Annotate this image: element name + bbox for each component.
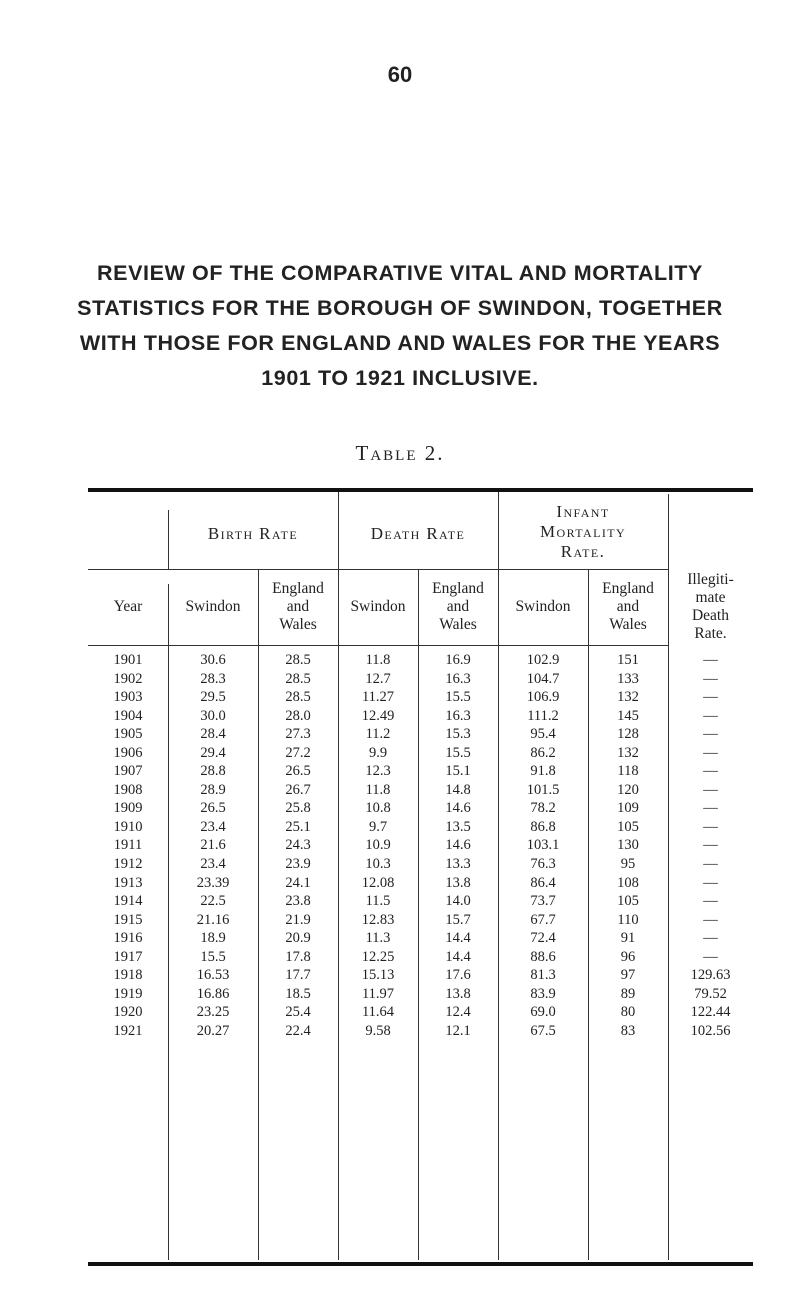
cell: 14.4 — [445, 948, 471, 965]
table-row — [88, 985, 753, 1004]
cell: 133 — [617, 670, 639, 687]
header-line: Rate. — [694, 625, 727, 642]
cell: 23.25 — [196, 1004, 230, 1021]
cell: 130 — [617, 837, 639, 854]
death-england-wales-header — [418, 580, 498, 634]
table-row — [88, 725, 753, 744]
cell: 95.4 — [530, 726, 556, 743]
cell: 16.53 — [196, 967, 230, 984]
cell: 14.0 — [445, 893, 471, 910]
cell: 26.5 — [285, 763, 311, 780]
header-line: Death — [691, 607, 729, 624]
cell: 79.52 — [694, 985, 727, 1002]
header-line: Wales — [609, 616, 647, 633]
cell: 12.4 — [445, 1004, 471, 1021]
cell: 76.3 — [530, 856, 556, 873]
cell: 12.83 — [361, 911, 395, 928]
cell: 11.8 — [365, 781, 391, 798]
cell: 78.2 — [530, 800, 556, 817]
infant-mortality-line: Infant — [556, 502, 610, 521]
cell: — — [703, 818, 718, 835]
cell: 15.7 — [445, 911, 471, 928]
cell: 9.9 — [368, 744, 388, 761]
cell: — — [703, 856, 718, 873]
cell: 23.4 — [200, 818, 226, 835]
cell: 20.27 — [196, 1022, 230, 1039]
cell: 16.3 — [445, 707, 471, 724]
cell: 16.86 — [196, 985, 230, 1002]
year-cell: 1918 — [113, 967, 143, 984]
table-top-rule — [88, 488, 753, 492]
year-cell: 1913 — [113, 874, 143, 891]
table-row — [88, 670, 753, 689]
heading-line: 1901 TO 1921 INCLUSIVE. — [261, 366, 539, 390]
infant-swindon-header: Swindon — [515, 598, 571, 615]
cell: 28.5 — [285, 652, 311, 668]
table-row — [88, 799, 753, 818]
cell: 14.6 — [445, 837, 471, 854]
cell: 25.1 — [285, 818, 311, 835]
birth-england-wales-header — [258, 580, 338, 634]
table-row — [88, 707, 753, 726]
cell: 22.4 — [285, 1022, 311, 1039]
birth-rate-header: Birth Rate — [207, 524, 299, 543]
cell: 27.3 — [285, 726, 311, 743]
death-rate-header: Death Rate — [370, 524, 466, 543]
cell: 88.6 — [530, 948, 556, 965]
cell: — — [703, 670, 718, 687]
cell: 21.6 — [200, 837, 226, 854]
header-line: England — [432, 580, 484, 597]
cell: 72.4 — [530, 930, 556, 947]
cell: 28.5 — [285, 689, 311, 706]
cell: 129.63 — [690, 967, 731, 984]
year-cell: 1904 — [113, 707, 143, 724]
cell: 16.9 — [445, 652, 471, 668]
cell: 106.9 — [526, 689, 560, 706]
header-line: and — [446, 598, 470, 615]
cell: 91 — [620, 930, 636, 947]
cell: 128 — [617, 726, 639, 743]
header-line: Wales — [279, 616, 317, 633]
cell: 21.9 — [285, 911, 311, 928]
cell: 15.1 — [445, 763, 471, 780]
header-line: Wales — [439, 616, 477, 633]
cell: 83.9 — [530, 985, 556, 1002]
cell: 12.3 — [365, 763, 391, 780]
cell: 11.97 — [361, 985, 395, 1002]
year-cell: 1921 — [113, 1022, 143, 1039]
cell: 18.9 — [200, 930, 226, 947]
header-line: England — [602, 580, 654, 597]
cell: 30.6 — [200, 652, 226, 668]
heading-line: REVIEW OF THE COMPARATIVE VITAL AND MORTALITY — [97, 261, 703, 285]
cell: 95 — [620, 856, 636, 873]
table-row — [88, 744, 753, 763]
cell: 23.4 — [200, 856, 226, 873]
table-row — [88, 688, 753, 707]
cell: 73.7 — [530, 893, 556, 910]
cell: 12.08 — [361, 874, 395, 891]
illegitimate-death-rate-header — [668, 571, 753, 643]
cell: 122.44 — [690, 1004, 731, 1021]
cell: 23.39 — [196, 874, 230, 891]
cell: 15.13 — [361, 967, 395, 984]
table-body — [88, 651, 753, 1040]
year-cell: 1901 — [113, 652, 143, 668]
cell: — — [703, 893, 718, 910]
document-heading — [40, 256, 760, 396]
cell: 12.25 — [361, 948, 395, 965]
cell: 145 — [617, 707, 639, 724]
cell: 67.5 — [530, 1022, 556, 1039]
cell: 102.56 — [690, 1022, 731, 1039]
table-row — [88, 1022, 753, 1041]
cell: — — [703, 948, 718, 965]
year-cell: 1909 — [113, 800, 143, 817]
cell: — — [703, 763, 718, 780]
cell: 97 — [620, 967, 636, 984]
cell: 132 — [617, 689, 639, 706]
cell: 24.3 — [285, 837, 311, 854]
cell: 29.5 — [200, 689, 226, 706]
year-cell: 1914 — [113, 893, 143, 910]
cell: 23.9 — [285, 856, 311, 873]
table-row — [88, 911, 753, 930]
cell: — — [703, 652, 718, 668]
cell: 110 — [617, 911, 639, 928]
birth-swindon-header: Swindon — [185, 598, 241, 615]
cell: 11.27 — [361, 689, 395, 706]
cell: 9.58 — [365, 1022, 391, 1039]
cell: — — [703, 781, 718, 798]
cell: 109 — [617, 800, 639, 817]
cell: 17.8 — [285, 948, 311, 965]
cell: 14.4 — [445, 930, 471, 947]
cell: 9.7 — [368, 818, 388, 835]
table-caption: Table 2. — [355, 441, 445, 465]
cell: 20.9 — [285, 930, 311, 947]
heading-line: STATISTICS FOR THE BOROUGH OF SWINDON, TOGETHER — [77, 296, 723, 320]
cell: 28.5 — [285, 670, 311, 687]
cell: 111.2 — [527, 707, 559, 724]
cell: 24.1 — [285, 874, 311, 891]
cell: 15.3 — [445, 726, 471, 743]
table-row — [88, 966, 753, 985]
cell: 17.7 — [285, 967, 311, 984]
cell: 22.5 — [200, 893, 226, 910]
cell: 151 — [617, 652, 639, 668]
year-header: Year — [113, 598, 143, 615]
cell: 28.0 — [285, 707, 311, 724]
cell: — — [703, 837, 718, 854]
cell: 13.3 — [445, 856, 471, 873]
table-bottom-rule — [88, 1262, 753, 1266]
cell: 15.5 — [445, 744, 471, 761]
cell: 11.5 — [365, 893, 391, 910]
cell: 11.3 — [365, 930, 391, 947]
cell: 81.3 — [530, 967, 556, 984]
header-line: and — [616, 598, 640, 615]
header-line: mate — [695, 589, 726, 606]
header-divider — [88, 569, 668, 570]
cell: 30.0 — [200, 707, 226, 724]
cell: 12.1 — [445, 1022, 471, 1039]
cell: — — [703, 744, 718, 761]
cell: 21.16 — [196, 911, 230, 928]
cell: 104.7 — [526, 670, 560, 687]
table-row — [88, 929, 753, 948]
cell: 69.0 — [530, 1004, 556, 1021]
table-row — [88, 1003, 753, 1022]
year-cell: 1905 — [113, 726, 143, 743]
cell: 83 — [620, 1022, 636, 1039]
infant-england-wales-header — [588, 580, 668, 634]
cell: 11.64 — [361, 1004, 395, 1021]
cell: 26.7 — [285, 781, 311, 798]
cell: 14.6 — [445, 800, 471, 817]
cell: 28.9 — [200, 781, 226, 798]
year-cell: 1902 — [113, 670, 143, 687]
cell: 12.49 — [361, 707, 395, 724]
cell: 91.8 — [530, 763, 556, 780]
year-cell: 1919 — [113, 985, 143, 1002]
cell: 101.5 — [526, 781, 560, 798]
year-cell: 1917 — [113, 948, 143, 965]
header-divider — [88, 645, 668, 646]
header-line: and — [286, 598, 310, 615]
cell: 10.9 — [365, 837, 391, 854]
cell: — — [703, 800, 718, 817]
death-swindon-header: Swindon — [350, 598, 406, 615]
cell: 10.8 — [365, 800, 391, 817]
cell: 89 — [620, 985, 636, 1002]
cell: 67.7 — [530, 911, 556, 928]
cell: 17.6 — [445, 967, 471, 984]
year-cell: 1910 — [113, 818, 143, 835]
cell: 18.5 — [285, 985, 311, 1002]
cell: — — [703, 726, 718, 743]
cell: 96 — [620, 948, 636, 965]
cell: — — [703, 707, 718, 724]
heading-line: WITH THOSE FOR ENGLAND AND WALES FOR THE YEARS — [79, 331, 721, 355]
cell: 10.3 — [365, 856, 391, 873]
cell: — — [703, 689, 718, 706]
cell: 80 — [620, 1004, 636, 1021]
cell: 28.3 — [200, 670, 226, 687]
cell: 132 — [617, 744, 639, 761]
table-row — [88, 874, 753, 893]
cell: 28.8 — [200, 763, 226, 780]
table-row — [88, 762, 753, 781]
header-line: Illegiti- — [687, 571, 734, 588]
page-number: 60 — [387, 62, 413, 87]
cell: 118 — [617, 763, 639, 780]
year-cell: 1920 — [113, 1004, 143, 1021]
cell: 29.4 — [200, 744, 226, 761]
table-row — [88, 781, 753, 800]
cell: 16.3 — [445, 670, 471, 687]
table-row — [88, 948, 753, 967]
cell: 105 — [617, 818, 639, 835]
cell: 105 — [617, 893, 639, 910]
cell: 25.4 — [285, 1004, 311, 1021]
cell: 86.4 — [530, 874, 556, 891]
cell: 86.2 — [530, 744, 556, 761]
cell: 26.5 — [200, 800, 226, 817]
cell: 11.2 — [365, 726, 391, 743]
year-cell: 1903 — [113, 689, 143, 706]
cell: 27.2 — [285, 744, 311, 761]
cell: 11.8 — [365, 652, 391, 668]
infant-mortality-line: Rate. — [560, 542, 606, 561]
cell: 13.8 — [445, 985, 471, 1002]
cell: 108 — [617, 874, 639, 891]
infant-mortality-line: Mortality — [539, 522, 627, 541]
year-cell: 1906 — [113, 744, 143, 761]
statistics-table — [88, 488, 753, 1288]
cell: — — [703, 911, 718, 928]
cell: — — [703, 874, 718, 891]
year-cell: 1915 — [113, 911, 143, 928]
cell: 12.7 — [365, 670, 391, 687]
table-row — [88, 892, 753, 911]
year-cell: 1911 — [113, 837, 143, 854]
cell: 86.8 — [530, 818, 556, 835]
year-cell: 1912 — [113, 856, 143, 873]
cell: 14.8 — [445, 781, 471, 798]
year-cell: 1916 — [113, 930, 143, 947]
cell: 15.5 — [200, 948, 226, 965]
table-row — [88, 855, 753, 874]
cell: 13.8 — [445, 874, 471, 891]
cell: 13.5 — [445, 818, 471, 835]
cell: 102.9 — [526, 652, 560, 668]
year-cell: 1907 — [113, 763, 143, 780]
cell: 25.8 — [285, 800, 311, 817]
header-line: England — [272, 580, 324, 597]
cell: — — [703, 930, 718, 947]
cell: 23.8 — [285, 893, 311, 910]
table-row — [88, 818, 753, 837]
table-row — [88, 651, 753, 670]
cell: 103.1 — [526, 837, 560, 854]
year-cell: 1908 — [113, 781, 143, 798]
cell: 120 — [617, 781, 639, 798]
table-row — [88, 836, 753, 855]
cell: 15.5 — [445, 689, 471, 706]
infant-mortality-header — [498, 502, 668, 562]
cell: 28.4 — [200, 726, 226, 743]
